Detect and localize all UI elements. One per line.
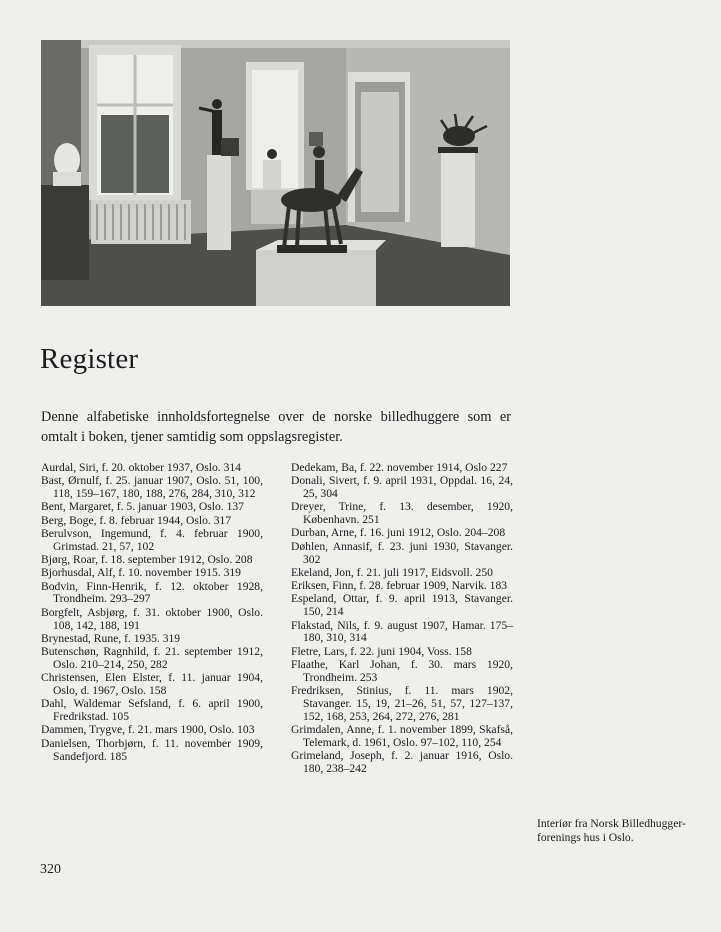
register-column-right xyxy=(291,462,513,776)
register-entry: Dreyer, Trine, f. 13. desember, 1920, København. 251 xyxy=(291,500,513,527)
register-entry: Dahl, Waldemar Sefsland, f. 6. april 1900, Fredrikstad. 105 xyxy=(41,697,263,724)
register-entry: Aurdal, Siri, f. 20. oktober 1937, Oslo. 314 xyxy=(41,461,241,474)
register-entry: Dedekam, Ba, f. 22. november 1914, Oslo 227 xyxy=(291,461,508,474)
page-number: 320 xyxy=(40,862,61,877)
intro-paragraph: Denne alfabetiske innholdsfortegnelse over de norske billedhuggere som er omtalt i boken, tjener samtidig som oppslagsregister. xyxy=(41,409,511,445)
page-heading: Register xyxy=(40,343,139,375)
register-entry: Grimeland, Joseph, f. 2. januar 1916, Oslo. 180, 238–242 xyxy=(291,749,513,775)
register-entry: Donali, Sivert, f. 9. april 1931, Oppdal. 16, 24, 25, 304 xyxy=(291,474,513,501)
register-entry: Bast, Ørnulf, f. 25. januar 1907, Oslo. 51, 100, 118, 159–167, 180, 188, 276, 284, 310, 312 xyxy=(41,474,263,501)
register-entry: Danielsen, Thorbjørn, f. 11. november 1909, Sandefjord. 185 xyxy=(41,736,263,763)
register-entry: Fredriksen, Stinius, f. 11. mars 1902, Stavanger. 15, 19, 21–26, 51, 57, 127–137, 152, 168, 253, 264, 272, 276, 281 xyxy=(291,684,513,723)
register-entry: Grimdalen, Anne, f. 1. november 1899, Skafså, Telemark, d. 1961, Oslo. 97–102, 110, 254 xyxy=(291,722,513,749)
register-entry: Butenschøn, Ragnhild, f. 21. september 1912, Oslo. 210–214, 250, 282 xyxy=(41,645,263,671)
register-entry: Bent, Margaret, f. 5. januar 1903, Oslo. 137 xyxy=(41,500,244,514)
register-entry: Flakstad, Nils, f. 9. august 1907, Hamar. 175–180, 310, 314 xyxy=(291,618,513,645)
register-entry: Durban, Arne, f. 16. juni 1912, Oslo. 204–208 xyxy=(291,526,506,540)
register-entry: Bjorhusdal, Alf, f. 10. november 1915. 319 xyxy=(41,566,241,580)
register-entry: Bjørg, Roar, f. 18. september 1912, Oslo. 208 xyxy=(41,553,253,567)
register-entry: Borgfelt, Asbjørg, f. 31. oktober 1900, Oslo. 108, 142, 188, 191 xyxy=(41,605,263,632)
register-entry: Flaathe, Karl Johan, f. 30. mars 1920, Trondheim. 253 xyxy=(291,657,513,684)
register-entry: Berg, Boge, f. 8. februar 1944, Oslo. 317 xyxy=(41,513,232,527)
register-entry: Berulvson, Ingemund, f. 4. februar 1900, Grimstad. 21, 57, 102 xyxy=(41,526,263,553)
register-entry: Døhlen, Annasif, f. 23. juni 1930, Stavanger. 302 xyxy=(291,539,513,566)
register-entry: Christensen, Elen Elster, f. 11. januar 1904, Oslo, d. 1967, Oslo. 158 xyxy=(41,671,263,698)
register-entry: Eriksen, Finn, f. 28. februar 1909, Narvik. 183 xyxy=(291,579,508,593)
register-entry: Bodvin, Finn-Henrik, f. 12. oktober 1928, Trondheim. 293–297 xyxy=(41,579,263,606)
register-entry: Dammen, Trygve, f. 21. mars 1900, Oslo. 103 xyxy=(41,723,255,737)
gallery-interior-image xyxy=(41,40,510,306)
register-entry: Brynestad, Rune, f. 1935. 319 xyxy=(41,631,181,645)
register-column-left xyxy=(41,462,263,764)
register-entry: Fletre, Lars, f. 22. juni 1904, Voss. 158 xyxy=(291,644,472,658)
register-entry: Espeland, Ottar, f. 9. april 1913, Stavanger. 150, 214 xyxy=(291,592,513,619)
photo-caption: Interiør fra Norsk Billedhugger-forenings hus i Oslo. xyxy=(537,817,686,844)
register-entry: Ekeland, Jon, f. 21. juli 1917, Eidsvoll. 250 xyxy=(291,565,493,579)
gallery-photo xyxy=(41,40,510,306)
